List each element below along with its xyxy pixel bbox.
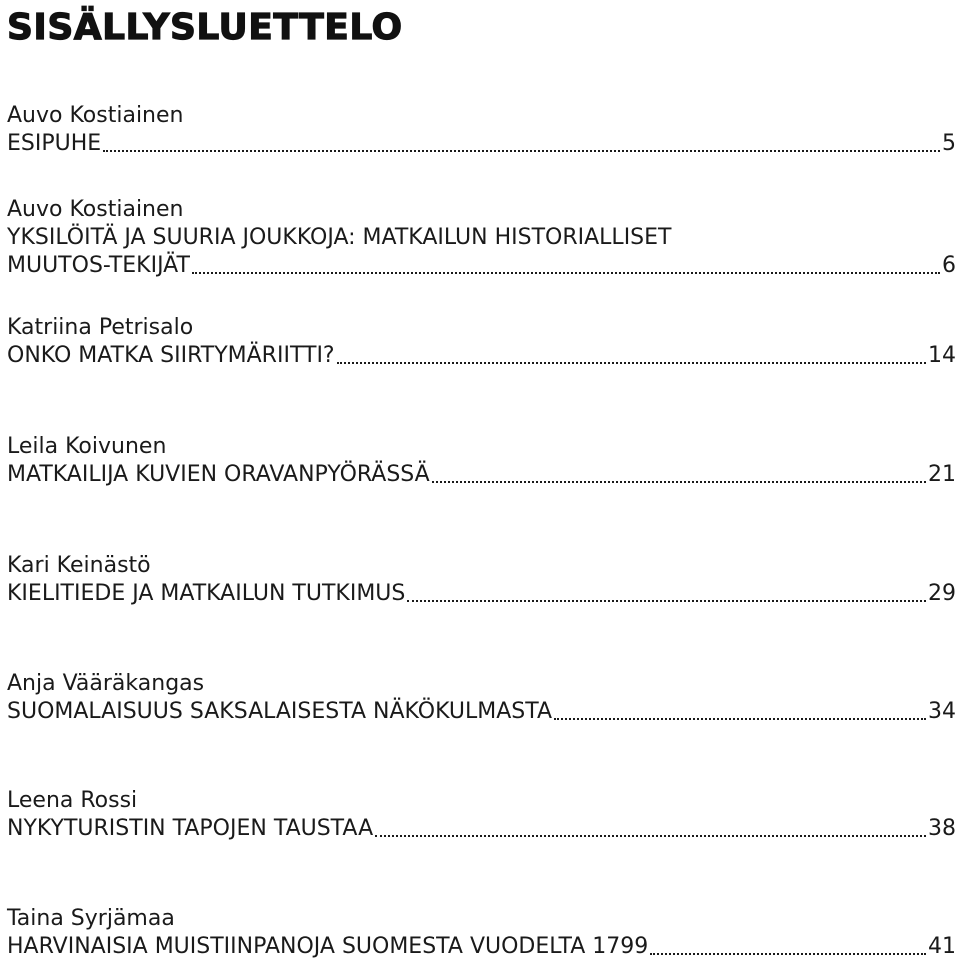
entry-title: MUUTOS-TEKIJÄT — [7, 253, 190, 278]
toc-entry — [7, 102, 956, 158]
entry-author: Auvo Kostiainen — [7, 197, 184, 222]
toc-entry — [7, 670, 956, 726]
entry-author: Katriina Petrisalo — [7, 315, 194, 340]
entry-page-number: 29 — [928, 581, 956, 606]
entry-title: KIELITIEDE JA MATKAILUN TUTKIMUS — [7, 581, 406, 606]
dot-leader — [554, 718, 926, 720]
toc-entry — [7, 905, 956, 961]
dot-leader — [375, 835, 926, 837]
dot-leader — [192, 272, 940, 274]
entry-page-number: 14 — [928, 343, 956, 368]
entry-title-line — [7, 698, 956, 726]
entry-title: MATKAILIJA KUVIEN ORAVANPYÖRÄSSÄ — [7, 462, 430, 487]
entry-title: HARVINAISIA MUISTIINPANOJA SUOMESTA VUODELTA 1799 — [7, 934, 649, 959]
entry-page-number: 21 — [928, 462, 956, 487]
entry-title-line — [7, 252, 956, 280]
entry-title: ESIPUHE — [7, 131, 102, 156]
entry-title-line — [7, 933, 956, 961]
entry-title: NYKYTURISTIN TAPOJEN TAUSTAA — [7, 816, 374, 841]
entry-title-line — [7, 815, 956, 843]
entry-page-number: 41 — [928, 934, 956, 959]
toc-entry — [7, 433, 956, 489]
entry-page-number: 5 — [942, 131, 956, 156]
entry-page-number: 38 — [928, 816, 956, 841]
toc-entry — [7, 552, 956, 608]
dot-leader — [407, 600, 926, 602]
entry-title: ONKO MATKA SIIRTYMÄRIITTI? — [7, 343, 335, 368]
entry-author: Taina Syrjämaa — [7, 906, 175, 931]
dot-leader — [650, 953, 926, 955]
toc-heading: SISÄLLYSLUETTELO — [7, 7, 403, 48]
entry-author: Kari Keinästö — [7, 553, 151, 578]
entry-author: Leila Koivunen — [7, 434, 167, 459]
entry-title: SUOMALAISUUS SAKSALAISESTA NÄKÖKULMASTA — [7, 699, 553, 724]
entry-title: YKSILÖITÄ JA SUURIA JOUKKOJA: MATKAILUN HISTORIALLISET — [7, 225, 672, 250]
dot-leader — [337, 362, 926, 364]
dot-leader — [103, 150, 940, 152]
toc-entry — [7, 314, 956, 370]
entry-title-line — [7, 342, 956, 370]
entry-author: Leena Rossi — [7, 788, 138, 813]
entry-title-line — [7, 580, 956, 608]
toc-entry — [7, 787, 956, 843]
toc-entry — [7, 196, 956, 280]
entry-page-number: 6 — [942, 253, 956, 278]
entry-author: Anja Vääräkangas — [7, 671, 205, 696]
entry-title-line — [7, 461, 956, 489]
entry-page-number: 34 — [928, 699, 956, 724]
entry-title-line — [7, 130, 956, 158]
dot-leader — [432, 481, 926, 483]
entry-author: Auvo Kostiainen — [7, 103, 184, 128]
